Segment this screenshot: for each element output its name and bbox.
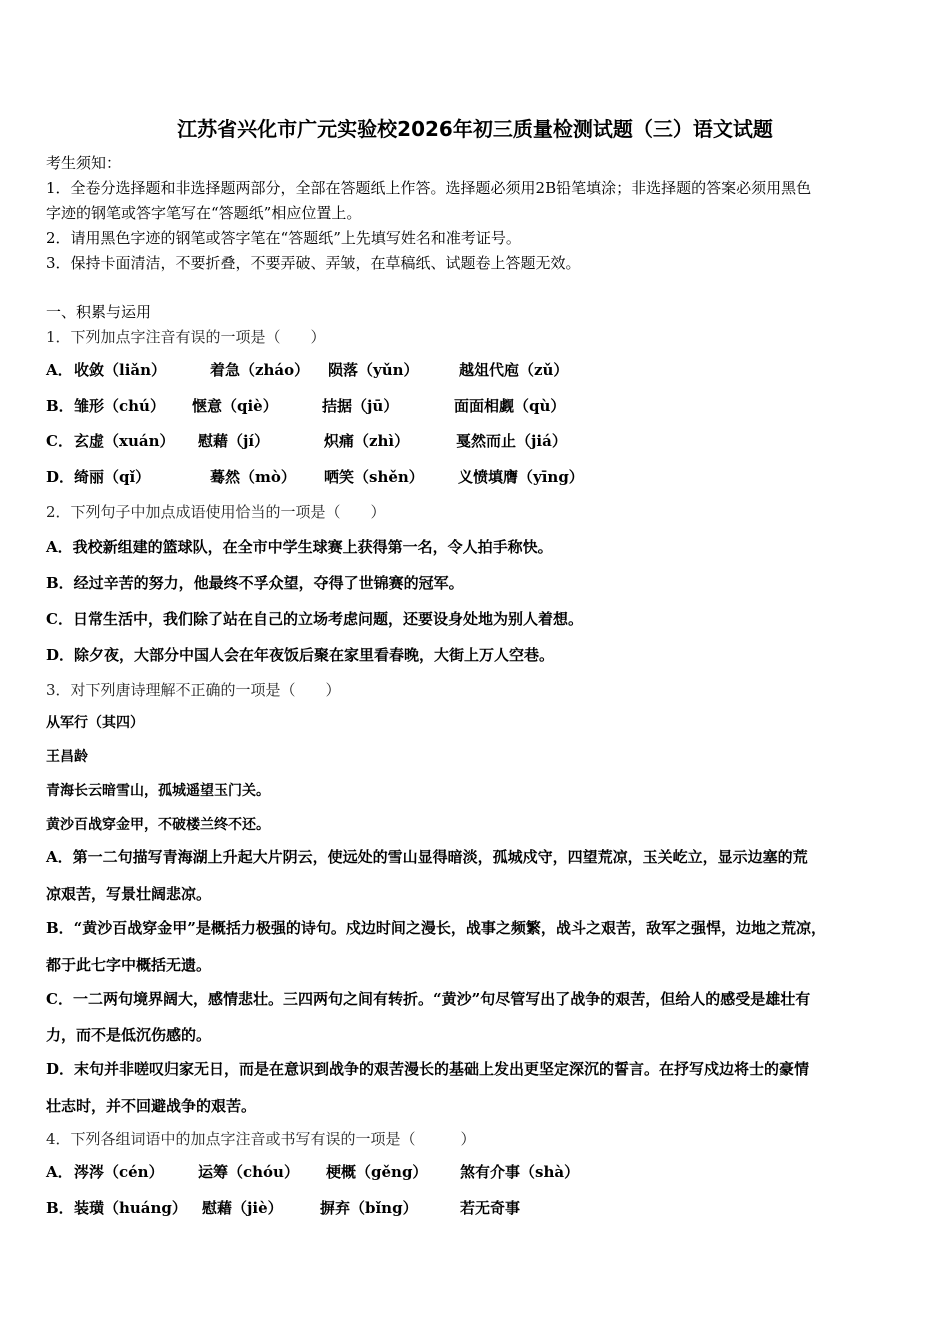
q2-option-d: D．除夕夜，大部分中国人会在年夜饭后聚在家里看春晚，大街上万人空巷。 xyxy=(46,646,555,664)
section-heading: 一、积累与运用 xyxy=(46,303,152,321)
option-word: 惬意（qiè） xyxy=(192,397,278,415)
q2-option-a: A．我校新组建的篮球队，在全市中学生球赛上获得第一名，令人拍手称快。 xyxy=(46,538,553,556)
q3-option-c-cont: 力，而不是低沉伤感的。 xyxy=(46,1026,212,1044)
q2-option-c: C．日常生活中，我们除了站在自己的立场考虑问题，还要设身处地为别人着想。 xyxy=(46,610,583,628)
notice-item-3: 3．保持卡面清洁，不要折叠，不要弄破、弄皱，在草稿纸、试题卷上答题无效。 xyxy=(46,254,581,272)
option-word: 炽痛（zhì） xyxy=(324,432,410,450)
option-word: 煞有介事（shà） xyxy=(460,1163,580,1181)
option-word: 面面相觑（qù） xyxy=(454,397,566,415)
option-word: 玄虚（xuán） xyxy=(74,432,175,450)
option-word: 戛然而止（jiá） xyxy=(456,432,567,450)
option-word: 哂笑（shěn） xyxy=(324,468,424,486)
q4-option-b xyxy=(46,1198,906,1218)
option-word: 梗概（gěng） xyxy=(326,1163,428,1181)
option-label: C． xyxy=(46,432,73,450)
q4-option-a xyxy=(46,1162,906,1182)
poem-line: 黄沙百战穿金甲，不破楼兰终不还。 xyxy=(46,817,270,833)
q4-stem: 4．下列各组词语中的加点字注音或书写有误的一项是（ ） xyxy=(46,1130,476,1148)
q3-option-d: D．末句并非嗟叹归家无日，而是在意识到战争的艰苦漫长的基础上发出更坚定深沉的誓言。在抒写戍边将士的豪情 xyxy=(46,1060,810,1078)
option-word: 陨落（yǔn） xyxy=(328,361,419,379)
option-label: A． xyxy=(46,361,73,379)
q2-option-b: B．经过辛苦的努力，他最终不孚众望，夺得了世锦赛的冠军。 xyxy=(46,574,464,592)
option-word: 装璜（huáng） xyxy=(74,1199,187,1217)
poem-title: 从军行（其四） xyxy=(46,715,144,731)
q3-option-d-cont: 壮志时，并不回避战争的艰苦。 xyxy=(46,1097,257,1115)
notice-item-2: 2．请用黑色字迹的钢笔或答字笔在“答题纸”上先填写姓名和准考证号。 xyxy=(46,229,521,247)
option-word: 拮据（jū） xyxy=(322,397,399,415)
notice-item-1-cont: 字迹的钢笔或答字笔写在“答题纸”相应位置上。 xyxy=(46,204,362,222)
option-word: 义愤填膺（yīng） xyxy=(458,468,584,486)
option-word: 越俎代庖（zǔ） xyxy=(459,361,569,379)
option-word: 涔涔（cén） xyxy=(74,1163,164,1181)
option-word: 收敛（liǎn） xyxy=(74,361,167,379)
option-label: B． xyxy=(46,1199,74,1217)
option-word: 雏形（chú） xyxy=(74,397,165,415)
q3-option-b-cont: 都于此七字中概括无遗。 xyxy=(46,956,212,974)
option-word: 着急（zháo） xyxy=(210,361,310,379)
q1-option-c xyxy=(46,431,906,451)
option-word: 慰藉（jí） xyxy=(198,432,270,450)
q3-option-b: B．“黄沙百战穿金甲”是概括力极强的诗句。戍边时间之漫长，战事之频繁，战斗之艰苦，敌军之强悍，边地之荒凉， xyxy=(46,919,826,937)
q3-option-a: A．第一二句描写青海湖上升起大片阴云，使远处的雪山显得暗淡，孤城戍守，四望荒凉，玉关屹立，显示边塞的荒 xyxy=(46,848,808,866)
q1-option-d xyxy=(46,467,906,487)
poem-author: 王昌龄 xyxy=(46,749,88,765)
option-label: B． xyxy=(46,397,74,415)
option-word: 绮丽（qǐ） xyxy=(74,468,151,486)
notice-heading: 考生须知： xyxy=(46,154,122,172)
option-word: 摒弃（bǐng） xyxy=(320,1199,418,1217)
poem-line: 青海长云暗雪山，孤城遥望玉门关。 xyxy=(46,783,270,799)
q3-stem: 3．对下列唐诗理解不正确的一项是（ ） xyxy=(46,681,341,699)
q1-stem: 1．下列加点字注音有误的一项是（ ） xyxy=(46,328,326,346)
q3-option-c: C．一二两句境界阔大，感情悲壮。三四两句之间有转折。“黄沙”句尽管写出了战争的艰苦，但给人的感受是雄壮有 xyxy=(46,990,811,1008)
q1-option-a xyxy=(46,360,906,380)
option-label: D． xyxy=(46,468,75,486)
q3-option-a-cont: 凉艰苦，写景壮阔悲凉。 xyxy=(46,885,212,903)
option-word: 蓦然（mò） xyxy=(210,468,296,486)
option-word: 慰藉（jiè） xyxy=(202,1199,283,1217)
option-label: A． xyxy=(46,1163,73,1181)
q1-option-b xyxy=(46,396,906,416)
option-word: 若无奇事 xyxy=(460,1199,521,1217)
option-word: 运筹（chóu） xyxy=(198,1163,299,1181)
exam-title: 江苏省兴化市广元实验校2026年初三质量检测试题（三）语文试题 xyxy=(177,117,773,141)
notice-item-1: 1．全卷分选择题和非选择题两部分，全部在答题纸上作答。选择题必须用2B铅笔填涂；非选择题的答案必须用黑色 xyxy=(46,179,812,197)
q2-stem: 2．下列句子中加点成语使用恰当的一项是（ ） xyxy=(46,503,386,521)
